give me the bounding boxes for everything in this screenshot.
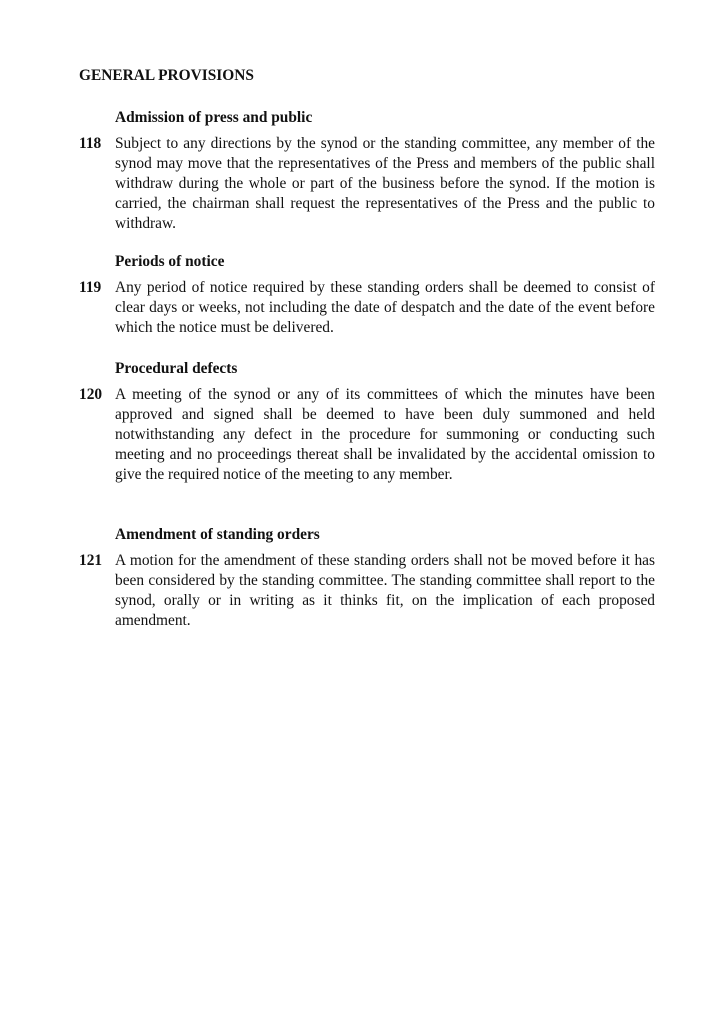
- provision-number: 120: [79, 386, 103, 403]
- provision-text: A meeting of the synod or any of its committees of which the minutes have been approved and signed shall be deemed to have been duly summoned and held notwithstanding any defect in the procedure for summoning or conducting such meeting and no proceedings thereat shall be invalidated by the accidental omission to give the required notice of the meeting to any member.: [115, 386, 655, 483]
- provision-number: 119: [79, 279, 102, 296]
- provision-120: [79, 359, 655, 485]
- provision-body: [79, 551, 655, 631]
- provision-text: Any period of notice required by these standing orders shall be deemed to consist of clear days or weeks, not including the date of despatch and the date of the event before which the notice must be delivered.: [115, 279, 655, 336]
- provision-121: [79, 525, 655, 631]
- provision-body: [79, 278, 655, 338]
- provision-119: [79, 252, 655, 338]
- provision-number: 121: [79, 552, 103, 569]
- section-heading: GENERAL PROVISIONS: [79, 67, 254, 84]
- provision-text: Subject to any directions by the synod or the standing committee, any member of the synod may move that the representatives of the Press and members of the public shall withdraw during the whole or part of the business before the synod. If the motion is carried, the chairman shall request the representatives of the Press and the public to withdraw.: [115, 135, 655, 232]
- provision-118: [79, 108, 655, 234]
- provision-heading: Amendment of standing orders: [115, 526, 320, 543]
- provision-heading: Admission of press and public: [115, 109, 313, 126]
- provision-number: 118: [79, 135, 102, 152]
- provision-heading: Periods of notice: [115, 253, 225, 270]
- provision-text: A motion for the amendment of these standing orders shall not be moved before it has been considered by the standing committee. The standing committee shall report to the synod, orally or in writing as it thinks fit, on the implication of each proposed amendment.: [115, 552, 655, 629]
- provision-body: [79, 385, 655, 485]
- provision-heading: Procedural defects: [115, 360, 238, 377]
- provision-body: [79, 134, 655, 234]
